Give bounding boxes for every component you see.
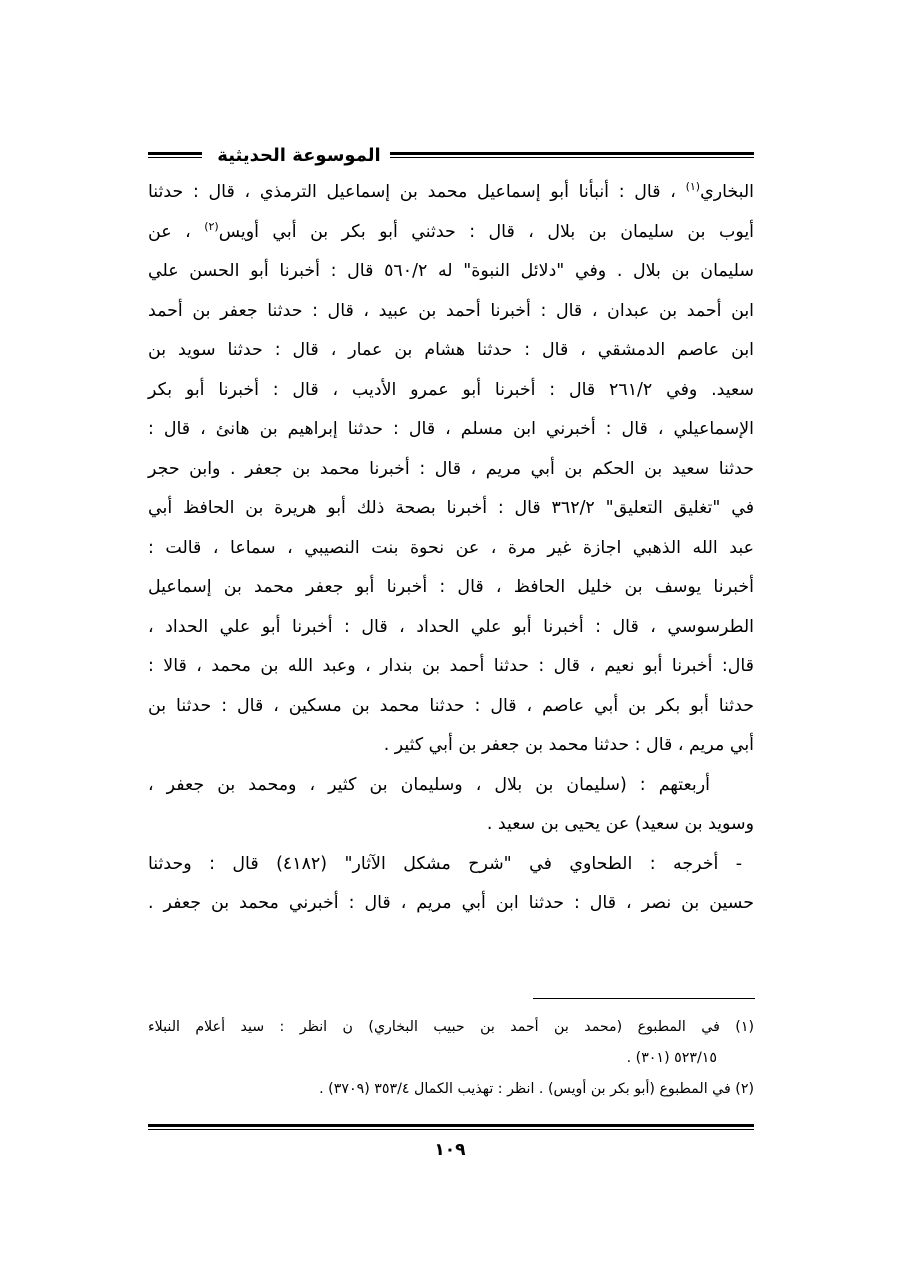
footnote: (١) في المطبوع (محمد بن أحمد بن حبيب البخاري) ن انظر : سيد أعلام النبلاء [148,1019,754,1035]
body-line [148,173,754,213]
body-line: سعيد. وفي ٢٦١/٢ قال : أخبرنا أبو عمرو الأديب ، قال : أخبرنا أبو بكر [148,379,754,400]
body-line: أخبرنا يوسف بن خليل الحافظ ، قال : أخبرنا أبو جعفر محمد بن إسماعيل [148,577,754,597]
footnotes [148,1012,754,1105]
footnote-continuation: ٥٢٣/١٥ (٣٠١) . [626,1050,717,1066]
footnote-ref: (١) [685,180,701,194]
body-line-prefix: البخاري [700,182,755,202]
body-line: أبي مريم ، قال : حدثنا محمد بن جعفر بن أبي كثير . [383,735,754,755]
body-line: حسين بن نصر ، قال : حدثنا ابن أبي مريم ، قال : أخبرني محمد بن جعفر . [148,893,754,913]
body-line: في "تغليق التعليق" ٣٦٢/٢ قال : أخبرنا بصحة ذلك أبو هريرة بن الحافظ أبي [148,498,755,518]
body-line: الطرسوسي ، قال : أخبرنا أبو علي الحداد ، قال : أخبرنا أبو علي الحداد ، [148,616,754,637]
footnote-separator [533,998,755,999]
body-line: ابن أحمد بن عبدان ، قال : أخبرنا أحمد بن عبيد ، قال : حدثنا جعفر بن أحمد [148,300,754,321]
body-line: سليمان بن بلال . وفي "دلائل النبوة" له ٥٦٠/٢ قال : أخبرنا أبو الحسن علي [148,261,754,281]
body-line: وسويد بن سعيد) عن يحيى بن سعيد . [486,814,754,834]
body-text [148,173,754,924]
header-rule-left [148,152,202,158]
body-line: قال: أخبرنا أبو نعيم ، قال : حدثنا أحمد بن بندار ، وعبد الله بن محمد ، قالا : [148,656,754,676]
page-number: ١٠٩ [434,1140,466,1160]
footnote: (٢) في المطبوع (أبو بكر بن أويس) . انظر : تهذيب الكمال ٣٥٣/٤ (٣٧٠٩) . [319,1081,754,1097]
body-line-suffix: ، عن [148,221,205,242]
body-line [148,213,754,253]
body-line-text: أيوب بن سليمان بن بلال ، قال : حدثني أبو بكر بن أبي أويس [218,221,754,242]
body-line: حدثنا أبو بكر بن أبي عاصم ، قال : حدثنا محمد بن مسكين ، قال : حدثنا بن [148,695,754,716]
body-line: الإسماعيلي ، قال : أخبرني ابن مسلم ، قال : حدثنا إبراهيم بن هانئ ، قال : [148,419,754,439]
header-rule-right [390,152,754,158]
body-line-text: ، قال : أنبأنا أبو إسماعيل محمد بن إسماعيل الترمذي ، قال : حدثنا [148,182,676,202]
footnote-ref: (٢) [204,219,219,233]
bottom-rule [148,1124,754,1130]
body-line: ابن عاصم الدمشقي ، قال : حدثنا هشام بن عمار ، قال : حدثنا سويد بن [148,340,754,360]
body-line: عبد الله الذهبي اجازة غير مرة ، عن نحوة بنت النصيبي ، سماعا ، قالت : [148,537,754,558]
body-line: حدثنا سعيد بن الحكم بن أبي مريم ، قال : أخبرنا محمد بن جعفر . وابن حجر [148,458,754,479]
body-line: أربعتهم : (سليمان بن بلال ، وسليمان بن كثير ، ومحمد بن جعفر ، [148,774,710,795]
running-header [148,142,754,170]
body-line: - أخرجه : الطحاوي في "شرح مشكل الآثار" (٤١٨٢) قال : وحدثنا [148,853,742,874]
header-title: الموسوعة الحديثية [217,145,381,166]
